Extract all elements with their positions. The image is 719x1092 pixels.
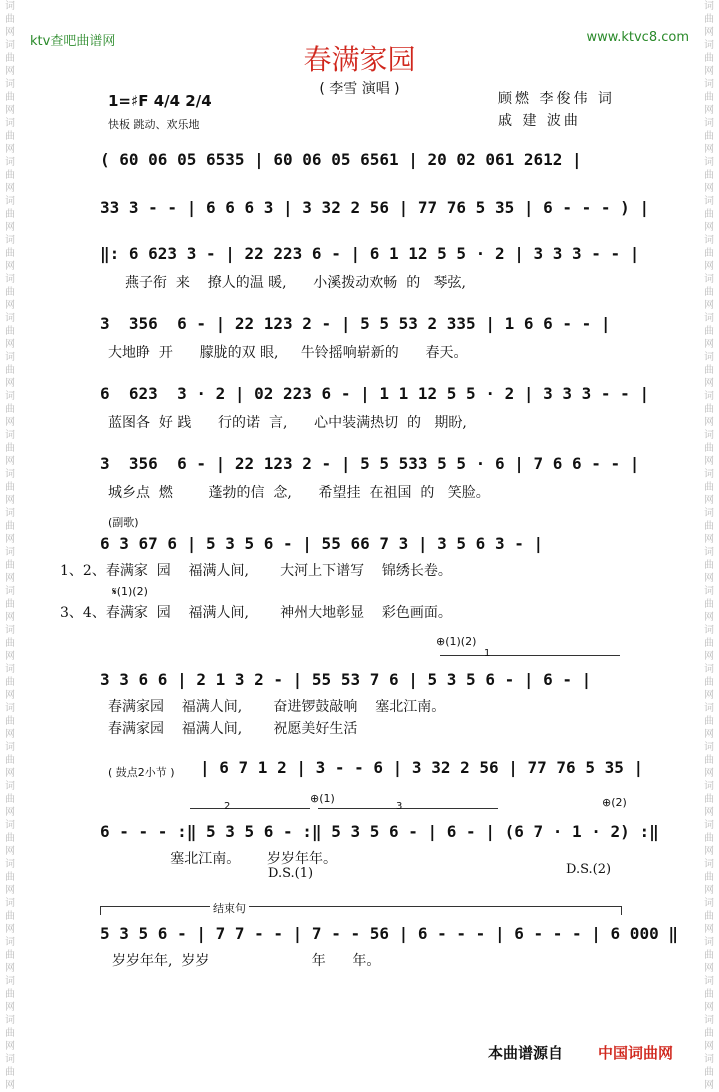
watermark-glyph: 词 <box>704 157 714 168</box>
watermark-glyph: 曲 <box>5 14 15 25</box>
watermark-glyph: 网 <box>5 339 15 350</box>
watermark-glyph: 网 <box>704 378 714 389</box>
watermark-glyph: 曲 <box>5 1028 15 1039</box>
watermark-glyph: 曲 <box>704 404 714 415</box>
watermark-glyph: 词 <box>704 937 714 948</box>
watermark-glyph: 词 <box>704 79 714 90</box>
watermark-glyph: 词 <box>704 118 714 129</box>
lyric-line: 城乡点 燃 蓬勃的信 念, 希望挂 在祖国 的 笑脸。 <box>108 485 490 501</box>
lyric-line: 3、4、春满家 园 福满人间, 神州大地彰显 彩色画面。 <box>60 605 452 621</box>
watermark-glyph: 网 <box>704 924 714 935</box>
watermark-glyph: 网 <box>704 807 714 818</box>
watermark-glyph: 网 <box>704 651 714 662</box>
watermark-glyph: 词 <box>5 79 15 90</box>
watermark-glyph: 曲 <box>5 443 15 454</box>
watermark-glyph: 词 <box>5 1 15 12</box>
watermark-glyph: 网 <box>5 729 15 740</box>
watermark-glyph: 曲 <box>704 53 714 64</box>
watermark-glyph: 曲 <box>5 872 15 883</box>
watermark-glyph: 曲 <box>704 326 714 337</box>
watermark-glyph: 词 <box>5 898 15 909</box>
volta-number: 3 <box>396 801 403 812</box>
watermark-glyph: 曲 <box>5 170 15 181</box>
watermark-glyph: 词 <box>5 40 15 51</box>
watermark-glyph: 网 <box>704 690 714 701</box>
notation-row: ( 60 06 05 6535 | 60 06 05 6561 | 20 02 061 2612 | <box>100 150 582 169</box>
volta-bracket <box>190 808 310 809</box>
watermark-glyph: 曲 <box>704 872 714 883</box>
watermark-glyph: 词 <box>704 586 714 597</box>
watermark-glyph: 网 <box>5 417 15 428</box>
watermark-glyph: 网 <box>5 846 15 857</box>
watermark-glyph: 网 <box>704 417 714 428</box>
watermark-glyph: 词 <box>5 391 15 402</box>
watermark-glyph: 网 <box>5 1002 15 1013</box>
watermark-glyph: 网 <box>704 768 714 779</box>
watermark-glyph: 词 <box>704 352 714 363</box>
watermark-glyph: 词 <box>704 625 714 636</box>
lyricist: 顾燃 李俊伟 词 <box>498 91 615 107</box>
volta-bracket <box>318 808 498 809</box>
watermark-glyph: 网 <box>704 339 714 350</box>
watermark-glyph: 曲 <box>704 287 714 298</box>
notation-row: 6 - - - :‖ 5 3 5 6 - :‖ 5 3 5 6 - | 6 - | (6 7 · 1 · 2) :‖ <box>100 822 659 841</box>
key-signature: 1=♯F 4/4 2/4 <box>108 92 212 110</box>
watermark-glyph: 词 <box>5 976 15 987</box>
watermark-glyph: 曲 <box>704 521 714 532</box>
watermark-glyph: 曲 <box>5 833 15 844</box>
watermark-glyph: 曲 <box>704 638 714 649</box>
watermark-glyph: 曲 <box>704 794 714 805</box>
watermark-glyph: 曲 <box>5 92 15 103</box>
watermark-glyph: 网 <box>704 105 714 116</box>
watermark-glyph: 曲 <box>5 53 15 64</box>
ds1-mark: D.S.(1) <box>268 866 314 881</box>
lyric-line: 燕子衔 来 撩人的温 暖, 小溪拨动欢畅 的 琴弦, <box>125 275 467 291</box>
source-label: 本曲谱源自 <box>488 1044 564 1062</box>
watermark-glyph: 网 <box>704 573 714 584</box>
notation-row: 3 356 6 - | 22 123 2 - | 5 5 53 2 335 | 1 6 6 - - | <box>100 314 611 333</box>
watermark-glyph: 曲 <box>704 599 714 610</box>
watermark-glyph: 词 <box>704 547 714 558</box>
watermark-glyph: 网 <box>704 963 714 974</box>
watermark-glyph: 词 <box>704 235 714 246</box>
watermark-glyph: 曲 <box>704 677 714 688</box>
notation-row: 6 3 67 6 | 5 3 5 6 - | 55 66 7 3 | 3 5 6 3 - | <box>100 534 544 553</box>
watermark-glyph: 词 <box>704 781 714 792</box>
watermark-glyph: 词 <box>704 274 714 285</box>
site-url-right: www.ktvc8.com <box>586 30 689 45</box>
watermark-glyph: 词 <box>704 1015 714 1026</box>
watermark-glyph: 词 <box>5 1015 15 1026</box>
volta-number: 1 <box>484 648 491 659</box>
watermark-glyph: 网 <box>5 66 15 77</box>
watermark-glyph: 曲 <box>704 755 714 766</box>
lyric-line: 1、2、春满家 园 福满人间, 大河上下谱写 锦绣长卷。 <box>60 563 452 579</box>
watermark-glyph: 曲 <box>5 794 15 805</box>
singer: ( 李雪 演唱 ) <box>319 81 400 97</box>
watermark-glyph: 曲 <box>5 950 15 961</box>
watermark-glyph: 曲 <box>704 170 714 181</box>
watermark-glyph: 曲 <box>704 482 714 493</box>
watermark-glyph: 词 <box>5 313 15 324</box>
chorus-label: (副歌) <box>108 516 139 529</box>
watermark-glyph: 网 <box>704 885 714 896</box>
tempo-marking: 快板 跳动、欢乐地 <box>108 118 200 131</box>
credits <box>498 88 615 132</box>
watermark-glyph: 曲 <box>704 989 714 1000</box>
watermark-glyph: 曲 <box>704 911 714 922</box>
watermark-glyph: 网 <box>5 1041 15 1052</box>
volta-number: 2 <box>224 801 231 812</box>
watermark-glyph: 曲 <box>704 248 714 259</box>
watermark-glyph: 网 <box>704 846 714 857</box>
watermark-glyph: 网 <box>5 105 15 116</box>
watermark-glyph: 曲 <box>5 482 15 493</box>
watermark-glyph: 网 <box>5 183 15 194</box>
watermark-glyph: 词 <box>704 430 714 441</box>
source-name: 中国词曲网 <box>598 1044 674 1062</box>
watermark-glyph: 网 <box>5 690 15 701</box>
watermark-glyph: 词 <box>704 1 714 12</box>
watermark-glyph: 曲 <box>704 14 714 25</box>
lyric-line: 大地睁 开 朦胧的双 眼, 牛铃摇响崭新的 春天。 <box>108 345 468 361</box>
coda-mark: ⊕(1) <box>310 792 335 805</box>
watermark-glyph: 词 <box>5 1054 15 1065</box>
watermark-glyph: 曲 <box>5 1067 15 1078</box>
watermark-glyph: 网 <box>704 495 714 506</box>
watermark-glyph: 词 <box>704 898 714 909</box>
watermark-glyph: 词 <box>704 313 714 324</box>
watermark-glyph: 曲 <box>5 131 15 142</box>
watermark-glyph: 词 <box>5 157 15 168</box>
watermark-glyph: 词 <box>704 40 714 51</box>
watermark-glyph: 词 <box>5 430 15 441</box>
watermark-glyph: 词 <box>5 547 15 558</box>
watermark-glyph: 词 <box>704 742 714 753</box>
watermark-glyph: 词 <box>5 859 15 870</box>
watermark-glyph: 网 <box>5 300 15 311</box>
watermark-glyph: 网 <box>5 924 15 935</box>
notation-row: 6 623 3 · 2 | 02 223 6 - | 1 1 12 5 5 · 2 | 3 3 3 - - | <box>100 384 650 403</box>
watermark-glyph: 词 <box>5 664 15 675</box>
notation-row: 33 3 - - | 6 6 6 3 | 3 32 2 56 | 77 76 5 35 | 6 - - - ) | <box>100 198 650 217</box>
watermark-glyph: 词 <box>704 196 714 207</box>
watermark-glyph: 曲 <box>704 950 714 961</box>
watermark-glyph: 词 <box>704 976 714 987</box>
watermark-glyph: 曲 <box>5 911 15 922</box>
watermark-glyph: 网 <box>5 222 15 233</box>
watermark-glyph: 曲 <box>5 326 15 337</box>
watermark-glyph: 网 <box>5 768 15 779</box>
watermark-glyph: 词 <box>704 391 714 402</box>
watermark-glyph: 词 <box>704 859 714 870</box>
ending-bracket <box>100 906 622 915</box>
watermark-glyph: 词 <box>5 820 15 831</box>
watermark-glyph: 曲 <box>5 599 15 610</box>
watermark-glyph: 网 <box>5 573 15 584</box>
watermark-glyph: 词 <box>5 469 15 480</box>
watermark-glyph: 词 <box>5 742 15 753</box>
watermark-glyph: 曲 <box>5 287 15 298</box>
notation-row: | 6 7 1 2 | 3 - - 6 | 3 32 2 56 | 77 76 5 35 | <box>200 758 644 777</box>
watermark-glyph: 词 <box>704 1054 714 1065</box>
watermark-glyph: 曲 <box>5 716 15 727</box>
left-watermark-strip <box>2 0 18 1091</box>
watermark-glyph: 网 <box>704 534 714 545</box>
drums-label: ( 鼓点2小节 ) <box>108 766 175 779</box>
watermark-glyph: 词 <box>5 781 15 792</box>
watermark-glyph: 词 <box>5 196 15 207</box>
watermark-glyph: 网 <box>5 378 15 389</box>
watermark-glyph: 网 <box>704 27 714 38</box>
right-watermark-strip <box>701 0 717 1091</box>
watermark-glyph: 曲 <box>704 560 714 571</box>
watermark-glyph: 网 <box>5 456 15 467</box>
watermark-glyph: 词 <box>5 703 15 714</box>
lyric-line: 岁岁年年, 岁岁 年 年。 <box>112 953 381 969</box>
watermark-glyph: 词 <box>5 586 15 597</box>
watermark-glyph: 网 <box>5 807 15 818</box>
watermark-glyph: 曲 <box>704 131 714 142</box>
watermark-glyph: 词 <box>704 703 714 714</box>
watermark-glyph: 词 <box>704 820 714 831</box>
watermark-glyph: 曲 <box>5 365 15 376</box>
watermark-glyph: 词 <box>704 508 714 519</box>
watermark-glyph: 曲 <box>5 404 15 415</box>
watermark-glyph: 网 <box>5 261 15 272</box>
watermark-glyph: 网 <box>704 612 714 623</box>
watermark-glyph: 网 <box>5 885 15 896</box>
coda-mark: ⊕(2) <box>602 796 627 809</box>
watermark-glyph: 曲 <box>5 677 15 688</box>
lyric-line: 春满家园 福满人间, 祝愿美好生活 <box>108 721 358 737</box>
watermark-glyph: 曲 <box>5 989 15 1000</box>
watermark-glyph: 网 <box>5 144 15 155</box>
watermark-glyph: 网 <box>704 144 714 155</box>
watermark-glyph: 曲 <box>704 443 714 454</box>
watermark-glyph: 词 <box>5 274 15 285</box>
watermark-glyph: 网 <box>704 729 714 740</box>
coda-mark: ⊕(1)(2) <box>436 635 477 648</box>
ds2-mark: D.S.(2) <box>566 862 612 877</box>
watermark-glyph: 曲 <box>704 833 714 844</box>
watermark-glyph: 曲 <box>704 365 714 376</box>
watermark-glyph: 网 <box>704 1041 714 1052</box>
watermark-glyph: 词 <box>5 625 15 636</box>
segno-mark: 𝄋(1)(2) <box>112 585 148 598</box>
watermark-glyph: 曲 <box>5 755 15 766</box>
volta-bracket <box>440 655 620 656</box>
watermark-glyph: 网 <box>704 300 714 311</box>
watermark-glyph: 词 <box>704 664 714 675</box>
ending-label: 结束句 <box>210 900 249 916</box>
watermark-glyph: 网 <box>704 183 714 194</box>
notation-row: 3 3 6 6 | 2 1 3 2 - | 55 53 7 6 | 5 3 5 6 - | 6 - | <box>100 670 592 689</box>
notation-row: ‖: 6 623 3 - | 22 223 6 - | 6 1 12 5 5 · 2 | 3 3 3 - - | <box>100 244 640 263</box>
watermark-glyph: 曲 <box>5 560 15 571</box>
watermark-glyph: 网 <box>5 651 15 662</box>
watermark-glyph: 网 <box>704 66 714 77</box>
composer: 戚 建 波曲 <box>498 113 581 129</box>
watermark-glyph: 词 <box>5 352 15 363</box>
watermark-glyph: 网 <box>704 456 714 467</box>
watermark-glyph: 词 <box>5 235 15 246</box>
watermark-glyph: 词 <box>5 118 15 129</box>
watermark-glyph: 曲 <box>5 638 15 649</box>
watermark-glyph: 网 <box>5 27 15 38</box>
watermark-glyph: 曲 <box>704 716 714 727</box>
watermark-glyph: 网 <box>5 1080 15 1091</box>
watermark-glyph: 网 <box>704 1002 714 1013</box>
watermark-glyph: 词 <box>704 469 714 480</box>
watermark-glyph: 词 <box>5 508 15 519</box>
lyric-line: 蓝图各 好 践 行的诺 言, 心中装满热切 的 期盼, <box>108 415 467 431</box>
watermark-glyph: 曲 <box>5 521 15 532</box>
lyric-line: 塞北江南。 岁岁年年。 <box>108 851 338 867</box>
lyric-line: 春满家园 福满人间, 奋进锣鼓敲响 塞北江南。 <box>108 699 446 715</box>
watermark-glyph: 网 <box>704 1080 714 1091</box>
watermark-glyph: 网 <box>5 495 15 506</box>
watermark-glyph: 词 <box>5 937 15 948</box>
watermark-glyph: 网 <box>704 261 714 272</box>
watermark-glyph: 网 <box>5 612 15 623</box>
watermark-glyph: 网 <box>5 534 15 545</box>
site-name-left: ktv查吧曲谱网 <box>30 34 116 49</box>
watermark-glyph: 网 <box>5 963 15 974</box>
notation-row: 5 3 5 6 - | 7 7 - - | 7 - - 56 | 6 - - - | 6 - - - | 6 000 ‖ <box>100 924 678 943</box>
notation-row: 3 356 6 - | 22 123 2 - | 5 5 533 5 5 · 6 | 7 6 6 - - | <box>100 454 640 473</box>
watermark-glyph: 曲 <box>704 1028 714 1039</box>
watermark-glyph: 曲 <box>704 209 714 220</box>
watermark-glyph: 曲 <box>704 92 714 103</box>
song-title: 春满家园 <box>303 43 416 76</box>
watermark-glyph: 曲 <box>5 248 15 259</box>
watermark-glyph: 网 <box>704 222 714 233</box>
watermark-glyph: 曲 <box>5 209 15 220</box>
watermark-glyph: 曲 <box>704 1067 714 1078</box>
